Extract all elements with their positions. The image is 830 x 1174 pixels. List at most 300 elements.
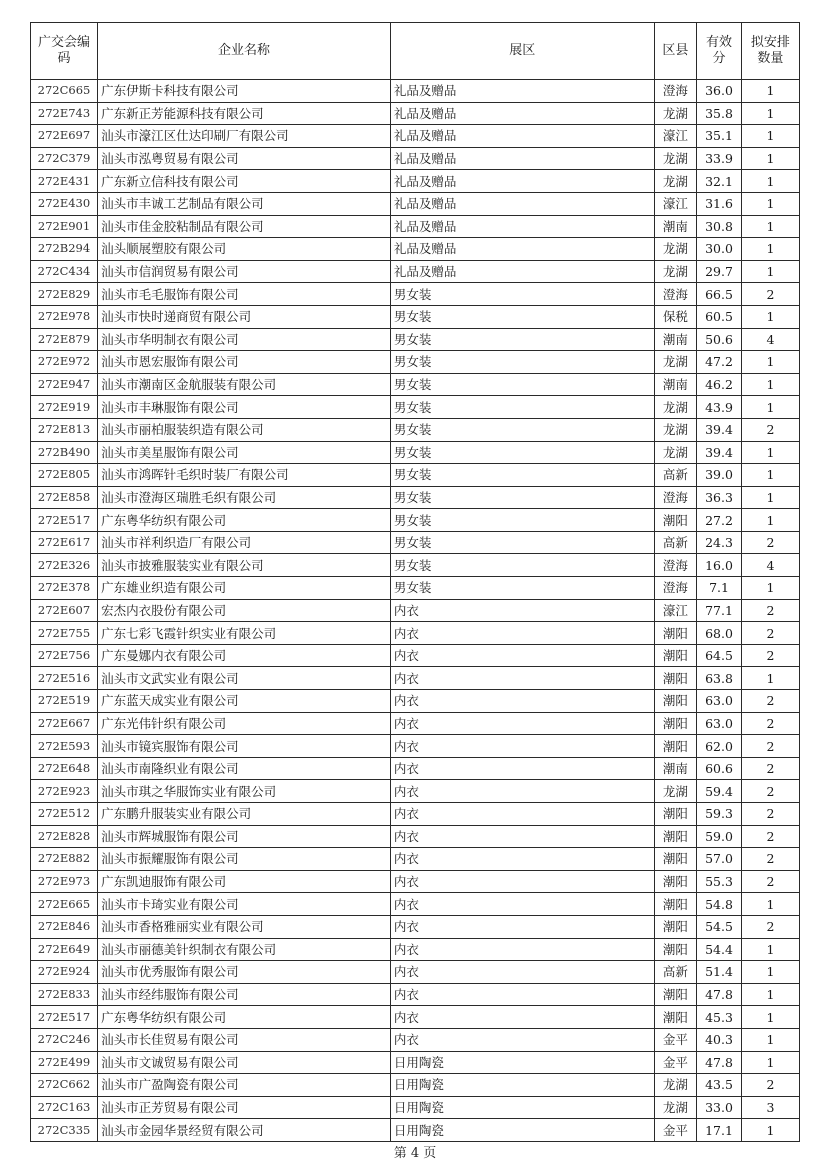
table-row [31,938,800,961]
table-row [31,418,800,441]
cell-quantity: 1 [741,147,799,170]
cell-exhibition-area: 内衣 [390,893,654,916]
cell-code: 272E978 [31,305,98,328]
cell-exhibition-area: 内衣 [390,870,654,893]
cell-exhibition-area: 日用陶瓷 [390,1051,654,1074]
cell-company-name: 汕头市佳金胶粘制品有限公司 [98,215,391,238]
table-row [31,509,800,532]
table-row [31,1051,800,1074]
cell-score: 39.4 [697,418,742,441]
cell-score: 59.0 [697,825,742,848]
cell-district: 龙湖 [654,170,696,193]
header-district: 区县 [654,23,696,80]
cell-code: 272E517 [31,509,98,532]
table-header-row [31,23,800,80]
cell-code: 272E607 [31,599,98,622]
cell-score: 63.8 [697,667,742,690]
table-row [31,125,800,148]
cell-company-name: 汕头市丽德美针织制衣有限公司 [98,938,391,961]
table-row [31,1006,800,1029]
table-row [31,396,800,419]
cell-exhibition-area: 内衣 [390,961,654,984]
cell-district: 潮阳 [654,509,696,532]
cell-exhibition-area: 礼品及赠品 [390,260,654,283]
cell-score: 36.3 [697,486,742,509]
cell-code: 272C379 [31,147,98,170]
table-row [31,803,800,826]
table-row [31,328,800,351]
cell-company-name: 汕头市辉城服饰有限公司 [98,825,391,848]
table-row [31,712,800,735]
cell-score: 35.8 [697,102,742,125]
cell-score: 17.1 [697,1119,742,1142]
cell-quantity: 2 [741,712,799,735]
cell-company-name: 汕头市丰诚工艺制品有限公司 [98,192,391,215]
cell-exhibition-area: 内衣 [390,757,654,780]
cell-code: 272E378 [31,577,98,600]
cell-exhibition-area: 礼品及赠品 [390,192,654,215]
cell-code: 272E879 [31,328,98,351]
cell-code: 272E829 [31,283,98,306]
cell-exhibition-area: 男女装 [390,283,654,306]
cell-company-name: 广东光伟针织有限公司 [98,712,391,735]
cell-company-name: 汕头市祥利织造厂有限公司 [98,531,391,554]
cell-district: 龙湖 [654,396,696,419]
header-score: 有效分 [697,23,742,80]
cell-company-name: 汕头市信润贸易有限公司 [98,260,391,283]
cell-score: 33.9 [697,147,742,170]
cell-quantity: 1 [741,486,799,509]
cell-district: 龙湖 [654,147,696,170]
cell-quantity: 1 [741,396,799,419]
cell-exhibition-area: 男女装 [390,305,654,328]
cell-district: 高新 [654,464,696,487]
cell-company-name: 汕头市卡琦实业有限公司 [98,893,391,916]
cell-exhibition-area: 内衣 [390,690,654,713]
cell-score: 32.1 [697,170,742,193]
cell-code: 272E431 [31,170,98,193]
cell-district: 龙湖 [654,1074,696,1097]
cell-district: 潮南 [654,328,696,351]
table-row [31,870,800,893]
cell-score: 63.0 [697,690,742,713]
table-row [31,1074,800,1097]
cell-code: 272E519 [31,690,98,713]
header-qty: 拟安排数量 [741,23,799,80]
cell-company-name: 汕头市美星服饰有限公司 [98,441,391,464]
table-row [31,667,800,690]
cell-quantity: 2 [741,622,799,645]
cell-company-name: 汕头市毛毛服饰有限公司 [98,283,391,306]
document-page [30,22,800,1142]
table-row [31,554,800,577]
table-row [31,961,800,984]
cell-quantity: 1 [741,192,799,215]
cell-district: 潮阳 [654,644,696,667]
cell-quantity: 1 [741,961,799,984]
cell-score: 64.5 [697,644,742,667]
cell-code: 272E593 [31,735,98,758]
cell-score: 59.3 [697,803,742,826]
table-row [31,351,800,374]
cell-code: 272E697 [31,125,98,148]
cell-score: 39.0 [697,464,742,487]
cell-code: 272C662 [31,1074,98,1097]
header-name: 企业名称 [98,23,391,80]
cell-quantity: 1 [741,305,799,328]
cell-exhibition-area: 男女装 [390,577,654,600]
cell-score: 51.4 [697,961,742,984]
cell-exhibition-area: 内衣 [390,983,654,1006]
cell-quantity: 2 [741,735,799,758]
cell-score: 60.5 [697,305,742,328]
cell-code: 272C335 [31,1119,98,1142]
cell-score: 24.3 [697,531,742,554]
cell-quantity: 4 [741,328,799,351]
cell-exhibition-area: 内衣 [390,667,654,690]
cell-district: 潮阳 [654,735,696,758]
cell-district: 龙湖 [654,441,696,464]
cell-code: 272E901 [31,215,98,238]
cell-district: 濠江 [654,192,696,215]
cell-score: 46.2 [697,373,742,396]
cell-quantity: 1 [741,215,799,238]
cell-company-name: 汕头市披雅服装实业有限公司 [98,554,391,577]
cell-quantity: 1 [741,509,799,532]
cell-company-name: 宏杰内衣股份有限公司 [98,599,391,622]
cell-code: 272E858 [31,486,98,509]
table-row [31,735,800,758]
cell-exhibition-area: 内衣 [390,803,654,826]
cell-district: 澄海 [654,283,696,306]
table-row [31,464,800,487]
cell-score: 68.0 [697,622,742,645]
cell-code: 272E805 [31,464,98,487]
cell-code: 272E828 [31,825,98,848]
table-row [31,147,800,170]
cell-quantity: 1 [741,441,799,464]
cell-company-name: 汕头市琪之华服饰实业有限公司 [98,780,391,803]
cell-exhibition-area: 男女装 [390,531,654,554]
cell-code: 272E919 [31,396,98,419]
cell-quantity: 4 [741,554,799,577]
cell-code: 272E882 [31,848,98,871]
cell-score: 7.1 [697,577,742,600]
page-number: 第 4 页 [393,1146,437,1161]
table-row [31,690,800,713]
cell-quantity: 1 [741,373,799,396]
cell-quantity: 2 [741,870,799,893]
cell-company-name: 广东鹏升服装实业有限公司 [98,803,391,826]
cell-code: 272C246 [31,1028,98,1051]
cell-district: 潮阳 [654,622,696,645]
cell-district: 龙湖 [654,780,696,803]
cell-code: 272E517 [31,1006,98,1029]
cell-code: 272E430 [31,192,98,215]
cell-company-name: 汕头市恩宏服饰有限公司 [98,351,391,374]
cell-company-name: 汕头市广盈陶瓷有限公司 [98,1074,391,1097]
cell-company-name: 广东伊斯卡科技有限公司 [98,80,391,103]
cell-quantity: 2 [741,803,799,826]
table-row [31,305,800,328]
cell-exhibition-area: 男女装 [390,554,654,577]
cell-company-name: 汕头市华明制衣有限公司 [98,328,391,351]
cell-score: 54.8 [697,893,742,916]
cell-code: 272E512 [31,803,98,826]
cell-district: 金平 [654,1028,696,1051]
cell-district: 潮阳 [654,848,696,871]
cell-code: 272E667 [31,712,98,735]
cell-exhibition-area: 内衣 [390,735,654,758]
cell-code: 272E833 [31,983,98,1006]
table-row [31,102,800,125]
cell-code: 272E743 [31,102,98,125]
cell-company-name: 汕头市丰琳服饰有限公司 [98,396,391,419]
cell-exhibition-area: 内衣 [390,915,654,938]
cell-exhibition-area: 日用陶瓷 [390,1074,654,1097]
cell-code: 272E755 [31,622,98,645]
table-body [31,80,800,1142]
table-row [31,531,800,554]
cell-score: 45.3 [697,1006,742,1029]
table-row [31,1096,800,1119]
cell-exhibition-area: 日用陶瓷 [390,1096,654,1119]
header-code: 广交会编码 [31,23,98,80]
cell-score: 60.6 [697,757,742,780]
cell-code: 272E813 [31,418,98,441]
cell-quantity: 1 [741,577,799,600]
cell-district: 龙湖 [654,102,696,125]
cell-exhibition-area: 内衣 [390,599,654,622]
cell-quantity: 1 [741,464,799,487]
cell-exhibition-area: 男女装 [390,418,654,441]
cell-code: 272E923 [31,780,98,803]
cell-quantity: 2 [741,644,799,667]
cell-exhibition-area: 日用陶瓷 [390,1119,654,1142]
cell-quantity: 2 [741,757,799,780]
cell-score: 40.3 [697,1028,742,1051]
header-area: 展区 [390,23,654,80]
cell-district: 潮阳 [654,1006,696,1029]
cell-code: 272E846 [31,915,98,938]
table-row [31,80,800,103]
cell-quantity: 2 [741,531,799,554]
cell-score: 33.0 [697,1096,742,1119]
cell-exhibition-area: 礼品及赠品 [390,102,654,125]
cell-company-name: 汕头市快时递商贸有限公司 [98,305,391,328]
cell-code: 272E499 [31,1051,98,1074]
cell-district: 潮阳 [654,803,696,826]
cell-district: 潮阳 [654,667,696,690]
cell-district: 潮南 [654,215,696,238]
cell-exhibition-area: 内衣 [390,622,654,645]
cell-score: 39.4 [697,441,742,464]
cell-score: 77.1 [697,599,742,622]
cell-company-name: 广东七彩飞霞针织实业有限公司 [98,622,391,645]
table-row [31,577,800,600]
cell-code: 272E924 [31,961,98,984]
cell-quantity: 1 [741,938,799,961]
cell-company-name: 汕头市泓粤贸易有限公司 [98,147,391,170]
table-row [31,486,800,509]
cell-district: 濠江 [654,125,696,148]
cell-score: 62.0 [697,735,742,758]
cell-code: 272C665 [31,80,98,103]
exhibitor-table [30,22,800,1142]
cell-district: 澄海 [654,577,696,600]
cell-code: 272B294 [31,238,98,261]
cell-score: 50.6 [697,328,742,351]
cell-exhibition-area: 内衣 [390,1006,654,1029]
cell-company-name: 汕头市濠江区仕达印刷厂有限公司 [98,125,391,148]
cell-exhibition-area: 男女装 [390,464,654,487]
cell-score: 63.0 [697,712,742,735]
cell-company-name: 广东雄业织造有限公司 [98,577,391,600]
cell-quantity: 1 [741,170,799,193]
cell-district: 潮阳 [654,825,696,848]
cell-exhibition-area: 男女装 [390,351,654,374]
cell-company-name: 广东粤华纺织有限公司 [98,509,391,532]
cell-code: 272E756 [31,644,98,667]
cell-exhibition-area: 内衣 [390,1028,654,1051]
cell-code: 272C163 [31,1096,98,1119]
cell-score: 31.6 [697,192,742,215]
cell-district: 潮阳 [654,712,696,735]
cell-quantity: 1 [741,102,799,125]
cell-score: 30.8 [697,215,742,238]
cell-score: 54.5 [697,915,742,938]
cell-quantity: 2 [741,780,799,803]
cell-district: 澄海 [654,486,696,509]
cell-score: 43.5 [697,1074,742,1097]
cell-exhibition-area: 男女装 [390,396,654,419]
cell-district: 濠江 [654,599,696,622]
cell-company-name: 广东新立信科技有限公司 [98,170,391,193]
table-row [31,260,800,283]
cell-district: 龙湖 [654,260,696,283]
cell-quantity: 2 [741,825,799,848]
cell-district: 龙湖 [654,351,696,374]
cell-district: 澄海 [654,554,696,577]
cell-quantity: 1 [741,260,799,283]
cell-company-name: 汕头市香格雅丽实业有限公司 [98,915,391,938]
cell-score: 35.1 [697,125,742,148]
cell-exhibition-area: 内衣 [390,848,654,871]
cell-company-name: 汕头市正芳贸易有限公司 [98,1096,391,1119]
cell-company-name: 汕头市长佳贸易有限公司 [98,1028,391,1051]
cell-code: 272E617 [31,531,98,554]
table-row [31,238,800,261]
cell-code: 272E326 [31,554,98,577]
cell-district: 高新 [654,531,696,554]
cell-quantity: 1 [741,667,799,690]
table-row [31,373,800,396]
cell-quantity: 2 [741,599,799,622]
table-row [31,915,800,938]
cell-exhibition-area: 礼品及赠品 [390,215,654,238]
cell-district: 金平 [654,1051,696,1074]
cell-company-name: 广东新正芳能源科技有限公司 [98,102,391,125]
cell-company-name: 汕头市振耀服饰有限公司 [98,848,391,871]
cell-company-name: 汕头市经纬服饰有限公司 [98,983,391,1006]
cell-exhibition-area: 内衣 [390,712,654,735]
cell-exhibition-area: 礼品及赠品 [390,170,654,193]
table-row [31,983,800,1006]
cell-company-name: 汕头市文武实业有限公司 [98,667,391,690]
table-row [31,893,800,916]
cell-district: 潮南 [654,373,696,396]
table-row [31,215,800,238]
cell-exhibition-area: 内衣 [390,825,654,848]
cell-exhibition-area: 内衣 [390,938,654,961]
table-row [31,1028,800,1051]
cell-quantity: 2 [741,690,799,713]
cell-exhibition-area: 礼品及赠品 [390,125,654,148]
cell-score: 66.5 [697,283,742,306]
cell-code: 272B490 [31,441,98,464]
cell-quantity: 2 [741,848,799,871]
cell-district: 龙湖 [654,418,696,441]
table-row [31,848,800,871]
cell-score: 47.2 [697,351,742,374]
cell-district: 澄海 [654,80,696,103]
cell-exhibition-area: 礼品及赠品 [390,80,654,103]
cell-district: 龙湖 [654,238,696,261]
cell-quantity: 1 [741,983,799,1006]
cell-score: 36.0 [697,80,742,103]
cell-company-name: 汕头顺展塑胶有限公司 [98,238,391,261]
cell-code: 272E665 [31,893,98,916]
cell-company-name: 汕头市优秀服饰有限公司 [98,961,391,984]
table-row [31,780,800,803]
cell-district: 保税 [654,305,696,328]
cell-quantity: 1 [741,1028,799,1051]
cell-code: 272E973 [31,870,98,893]
cell-company-name: 汕头市澄海区瑞胜毛织有限公司 [98,486,391,509]
cell-company-name: 汕头市潮南区金航服装有限公司 [98,373,391,396]
table-row [31,644,800,667]
cell-score: 47.8 [697,983,742,1006]
cell-code: 272E649 [31,938,98,961]
cell-exhibition-area: 内衣 [390,644,654,667]
table-row [31,599,800,622]
cell-score: 43.9 [697,396,742,419]
cell-score: 30.0 [697,238,742,261]
table-row [31,192,800,215]
cell-company-name: 汕头市镜宾服饰有限公司 [98,735,391,758]
cell-district: 潮南 [654,757,696,780]
cell-district: 潮阳 [654,915,696,938]
cell-district: 潮阳 [654,690,696,713]
cell-score: 27.2 [697,509,742,532]
cell-quantity: 2 [741,1074,799,1097]
cell-company-name: 汕头市鸿晖针毛织时装厂有限公司 [98,464,391,487]
table-row [31,1119,800,1142]
cell-exhibition-area: 男女装 [390,373,654,396]
cell-quantity: 1 [741,1119,799,1142]
table-row [31,825,800,848]
table-row [31,757,800,780]
cell-district: 潮阳 [654,893,696,916]
cell-company-name: 汕头市丽柏服装织造有限公司 [98,418,391,441]
cell-code: 272C434 [31,260,98,283]
cell-district: 高新 [654,961,696,984]
cell-quantity: 3 [741,1096,799,1119]
cell-quantity: 2 [741,283,799,306]
cell-score: 29.7 [697,260,742,283]
table-row [31,283,800,306]
cell-district: 龙湖 [654,1096,696,1119]
